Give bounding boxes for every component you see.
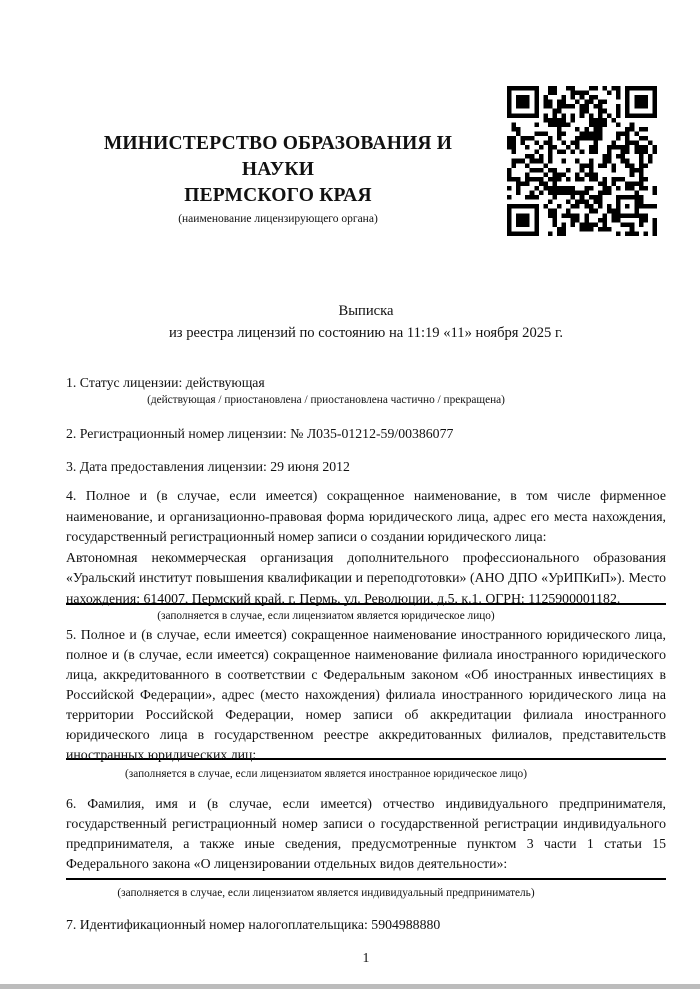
org-name-line2: ПЕРМСКОГО КРАЯ	[184, 185, 372, 206]
document-header	[66, 0, 666, 237]
qr-code-image	[507, 85, 657, 237]
document-title-line1: Выписка	[338, 303, 394, 319]
legal-entity-label: 4. Полное и (в случае, если имеется) сокращенное наименование, в том числе фирменное наименование, и организационно-правовая форма юридического лица, адрес его места нахождения, государственный регистрационный номер записи о создании юридического лица:	[66, 488, 666, 544]
org-name-line1: МИНИСТЕРСТВО ОБРАЗОВАНИЯ И НАУКИ	[103, 133, 453, 180]
legal-entity-value: Автономная некоммерческая организация дополнительного профессионального образования «Уральский институт повышения квалификации и переподготовки» (АНО ДПО «УрИПКиП»). Место нахождения: 614007, Пермский край, г. Пермь, ул. Революции, д.5, к.1. ОГРН: 1125900001182.	[66, 549, 666, 606]
org-name-caption: (наименование лицензирующего органа)	[178, 213, 378, 225]
license-status-caption: (действующая / приостановлена / приостановлена частично / прекращена)	[147, 394, 505, 406]
page-number: 1	[362, 950, 370, 965]
page-bottom-edge	[0, 984, 700, 989]
entrepreneur-caption: (заполняется в случае, если лицензиатом является индивидуальный предприниматель)	[117, 887, 535, 899]
qr-code	[507, 85, 657, 237]
license-registration-number: 2. Регистрационный номер лицензии: № Л035-01212-59/00386077	[66, 426, 454, 441]
document-title	[66, 301, 666, 344]
field-underline-entrepreneur	[66, 878, 666, 880]
licensing-authority-block	[66, 131, 490, 227]
foreign-entity-label: 5. Полное и (в случае, если имеется) сокращенное наименование иностранного юридического лица, полное и (в случае, если имеется) сокращенное наименование филиала иностранного юридического лица, аккредитованного в соответствии с Федеральным законом «Об иностранных инвестициях в Российской Федерации», адрес (место нахождения) филиала иностранного юридического лица на территории Российской Федерации, номер записи об аккредитации филиала иностранного юридического лица в государственном реестре аккредитованных филиалов, представительств иностранных юридических лиц:	[66, 627, 666, 762]
taxpayer-id: 7. Идентификационный номер налогоплательщика: 5904988880	[66, 917, 441, 932]
license-status: 1. Статус лицензии: действующая	[66, 375, 265, 390]
license-grant-date: 3. Дата предоставления лицензии: 29 июня 2012	[66, 459, 350, 474]
legal-entity-caption: (заполняется в случае, если лицензиатом является юридическое лицо)	[157, 610, 495, 622]
foreign-entity-caption: (заполняется в случае, если лицензиатом является иностранное юридическое лицо)	[125, 768, 527, 780]
document-title-line2: из реестра лицензий по состоянию на 11:19 «11» ноября 2025 г.	[168, 324, 563, 341]
legal-entity-section	[66, 486, 666, 609]
entrepreneur-label: 6. Фамилия, имя и (в случае, если имеется) отчество индивидуального предпринимателя, государственный регистрационный номер записи о государственной регистрации индивидуального предпринимателя, а также иные сведения, предусмотренные пунктом 3 части 1 статьи 15 Федерального закона «О лицензировании отдельных видов деятельности»:	[66, 796, 666, 871]
